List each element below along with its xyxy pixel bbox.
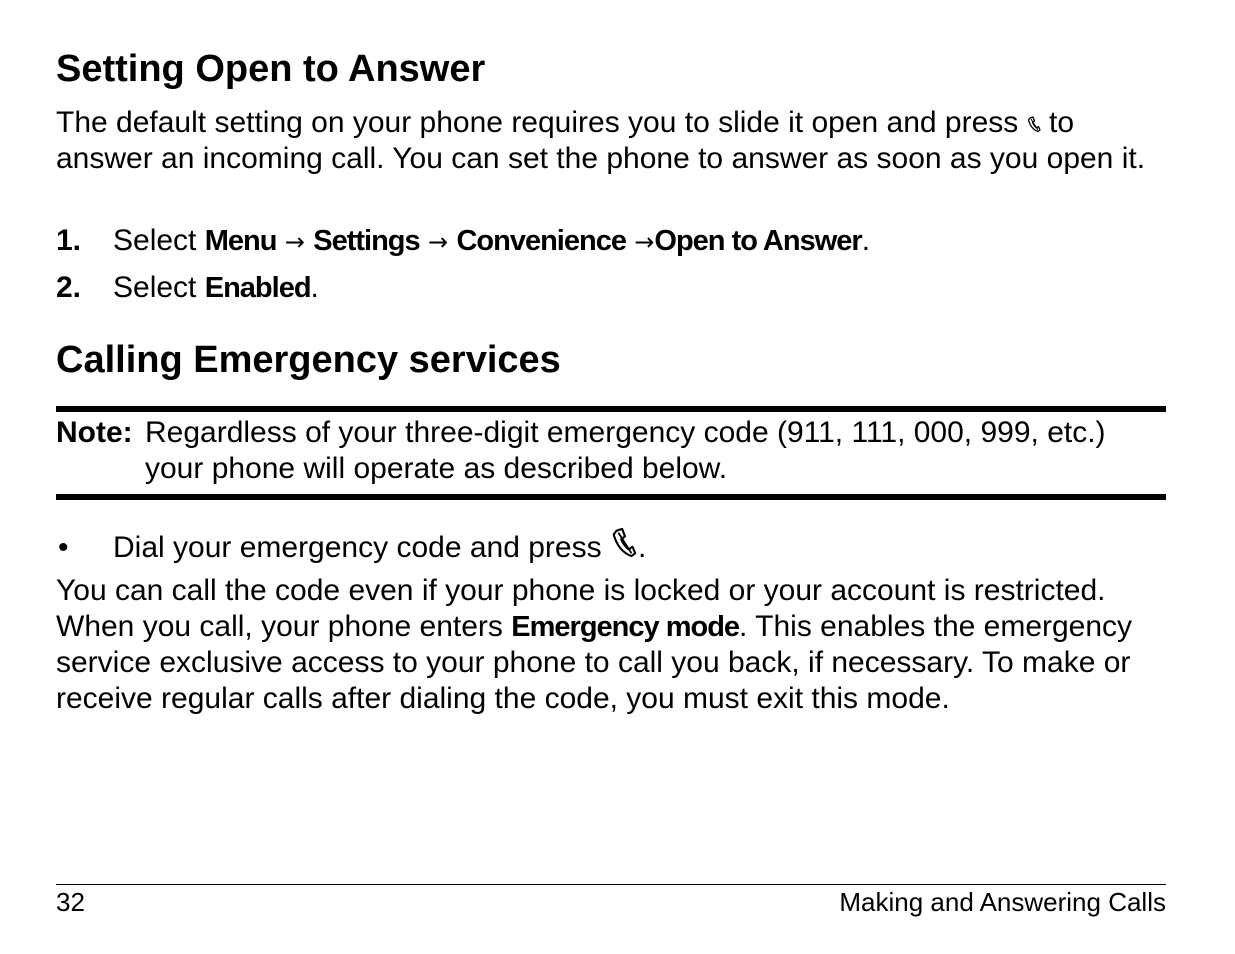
emergency-mode-label: Emergency mode <box>511 611 740 643</box>
note-text: Regardless of your three-digit emergency code (911, 111, 000, 999, etc.) your phone will operate as described below. <box>145 416 1106 485</box>
settings-label: Settings <box>313 225 420 257</box>
step-1-number: 1. <box>56 224 82 257</box>
open-to-answer-text-b: to answer an incoming call. You can set the phone to answer as soon as you open it. <box>56 106 1146 175</box>
arrow-right-icon: → <box>428 228 449 256</box>
convenience-label: Convenience <box>456 225 626 257</box>
step-1-prefix: Select <box>113 224 197 257</box>
section-heading-emergency: Calling Emergency services <box>56 339 561 381</box>
bullet-icon: • <box>58 531 69 564</box>
document-page <box>56 0 1166 954</box>
open-to-answer-paragraph <box>56 105 1166 177</box>
enabled-label: Enabled <box>204 272 311 304</box>
menu-label: Menu <box>204 225 277 257</box>
phone-send-icon <box>1027 105 1041 141</box>
arrow-right-icon: → <box>634 228 655 256</box>
list-item <box>56 527 646 566</box>
note-top-divider <box>56 406 1166 412</box>
chapter-title: Making and Answering Calls <box>839 887 1166 917</box>
phone-send-icon <box>610 527 638 566</box>
emergency-text-b: . This enables the emergency service exclusive access to your phone to call you back, if necessary. To make or receive regular calls after dialing the code, you must exit this mode. <box>56 610 1133 715</box>
section-heading-open-to-answer: Setting Open to Answer <box>56 48 486 90</box>
note-bottom-divider <box>56 494 1166 500</box>
step-2-end: . <box>310 271 319 304</box>
open-to-answer-text-a: The default setting on your phone requires you to slide it open and press <box>56 106 1019 139</box>
step-2-prefix: Select <box>113 271 197 304</box>
step-2-number: 2. <box>56 271 82 304</box>
step-2 <box>56 270 319 306</box>
footer-divider <box>56 884 1166 885</box>
step-1 <box>56 223 870 260</box>
emergency-text-a: You can call the code even if your phone is locked or your account is restricted. When you call, your phone enters <box>56 574 1106 643</box>
page-number: 32 <box>56 887 85 917</box>
arrow-right-icon: → <box>284 228 305 256</box>
step-1-end: . <box>861 224 871 257</box>
emergency-paragraph <box>56 573 1166 717</box>
open-to-answer-label: Open to Answer <box>654 225 862 257</box>
note-label: Note: <box>56 416 133 449</box>
bullet-end: . <box>637 531 647 564</box>
bullet-text: Dial your emergency code and press <box>113 531 602 564</box>
